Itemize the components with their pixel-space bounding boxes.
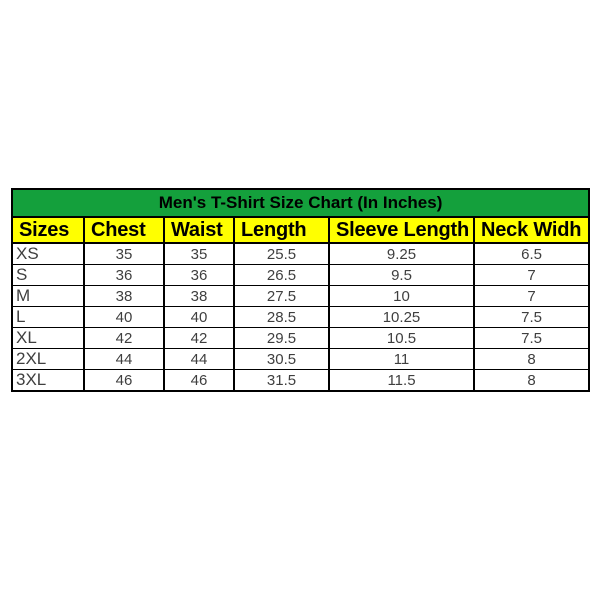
value-cell: 40 bbox=[84, 307, 164, 328]
value-cell: 10.5 bbox=[329, 328, 474, 349]
size-label-cell: 3XL bbox=[12, 370, 84, 392]
size-label-cell: XL bbox=[12, 328, 84, 349]
value-cell: 25.5 bbox=[234, 243, 329, 265]
size-label-cell: S bbox=[12, 265, 84, 286]
value-cell: 27.5 bbox=[234, 286, 329, 307]
value-cell: 7.5 bbox=[474, 307, 589, 328]
value-cell: 7 bbox=[474, 265, 589, 286]
value-cell: 11 bbox=[329, 349, 474, 370]
value-cell: 35 bbox=[84, 243, 164, 265]
size-label-cell: 2XL bbox=[12, 349, 84, 370]
value-cell: 8 bbox=[474, 370, 589, 392]
value-cell: 42 bbox=[84, 328, 164, 349]
value-cell: 9.5 bbox=[329, 265, 474, 286]
size-chart-table bbox=[11, 188, 590, 392]
value-cell: 28.5 bbox=[234, 307, 329, 328]
value-cell: 6.5 bbox=[474, 243, 589, 265]
size-chart-body bbox=[12, 243, 589, 391]
size-label-cell: L bbox=[12, 307, 84, 328]
value-cell: 8 bbox=[474, 349, 589, 370]
column-header-waist: Waist bbox=[164, 217, 234, 243]
table-row bbox=[12, 265, 589, 286]
title-row bbox=[12, 189, 589, 217]
column-header-row bbox=[12, 217, 589, 243]
value-cell: 7.5 bbox=[474, 328, 589, 349]
column-header-sizes: Sizes bbox=[12, 217, 84, 243]
value-cell: 46 bbox=[84, 370, 164, 392]
value-cell: 38 bbox=[164, 286, 234, 307]
column-header-neck-widh: Neck Widh bbox=[474, 217, 589, 243]
value-cell: 7 bbox=[474, 286, 589, 307]
column-header-length: Length bbox=[234, 217, 329, 243]
table-row bbox=[12, 370, 589, 392]
value-cell: 46 bbox=[164, 370, 234, 392]
value-cell: 30.5 bbox=[234, 349, 329, 370]
chart-title: Men's T-Shirt Size Chart (In Inches) bbox=[12, 189, 589, 217]
size-label-cell: XS bbox=[12, 243, 84, 265]
column-header-chest: Chest bbox=[84, 217, 164, 243]
value-cell: 10.25 bbox=[329, 307, 474, 328]
table-row bbox=[12, 349, 589, 370]
value-cell: 31.5 bbox=[234, 370, 329, 392]
value-cell: 42 bbox=[164, 328, 234, 349]
value-cell: 38 bbox=[84, 286, 164, 307]
value-cell: 10 bbox=[329, 286, 474, 307]
table-row bbox=[12, 328, 589, 349]
value-cell: 29.5 bbox=[234, 328, 329, 349]
table-row bbox=[12, 286, 589, 307]
value-cell: 44 bbox=[84, 349, 164, 370]
table-row bbox=[12, 243, 589, 265]
size-label-cell: M bbox=[12, 286, 84, 307]
value-cell: 36 bbox=[84, 265, 164, 286]
value-cell: 9.25 bbox=[329, 243, 474, 265]
column-header-sleeve-length: Sleeve Length bbox=[329, 217, 474, 243]
table-row bbox=[12, 307, 589, 328]
value-cell: 26.5 bbox=[234, 265, 329, 286]
value-cell: 44 bbox=[164, 349, 234, 370]
value-cell: 35 bbox=[164, 243, 234, 265]
value-cell: 36 bbox=[164, 265, 234, 286]
value-cell: 11.5 bbox=[329, 370, 474, 392]
value-cell: 40 bbox=[164, 307, 234, 328]
